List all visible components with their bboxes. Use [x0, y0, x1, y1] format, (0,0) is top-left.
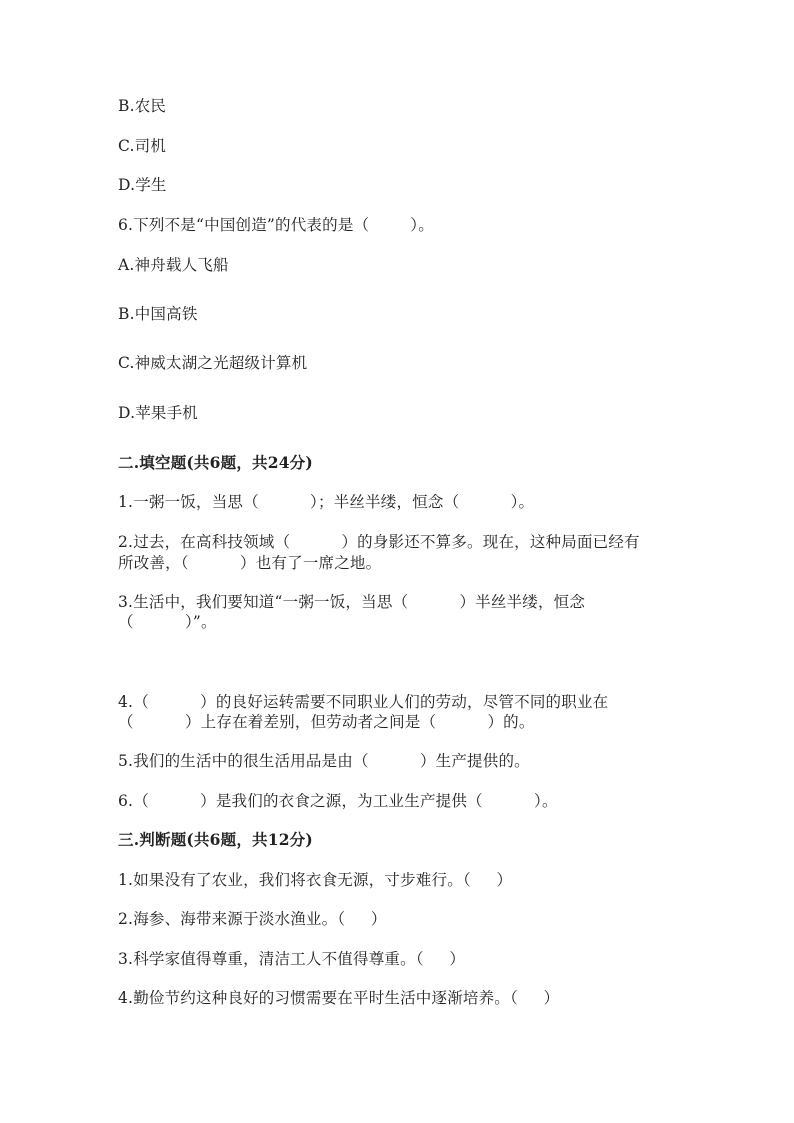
judge-question-4: 4.勤俭节约这种良好的习惯需要在平时生活中逐渐培养。（ ） [118, 989, 560, 1007]
fill-question-2-line-2: 所改善，（ ）也有了一席之地。 [118, 554, 382, 572]
section-heading-fill-in: 二.填空题(共6题，共24分) [118, 453, 313, 472]
q5-option-b: B.农民 [118, 97, 167, 115]
q6-option-a: A.神舟载人飞船 [118, 256, 229, 274]
fill-question-4-line-1: 4.（ ）的良好运转需要不同职业人们的劳动，尽管不同的职业在 [118, 693, 609, 711]
q6-option-d: D.苹果手机 [118, 404, 199, 422]
q5-option-d: D.学生 [118, 176, 167, 194]
judge-question-3: 3.科学家值得尊重，清洁工人不值得尊重。（ ） [118, 950, 466, 968]
q6-stem: 6.下列不是“中国创造”的代表的是（ ）。 [118, 216, 434, 234]
fill-question-4-line-2: （ ）上存在着差别，但劳动者之间是（ ）的。 [118, 713, 535, 731]
fill-question-2-line-1: 2.过去，在高科技领域（ ）的身影还不算多。现在，这种局面已经有 [118, 533, 640, 551]
judge-question-1: 1.如果没有了农业，我们将衣食无源，寸步难行。（ ） [118, 871, 513, 889]
fill-question-3-line-2: （ ）”。 [118, 613, 217, 631]
q6-option-b: B.中国高铁 [118, 305, 198, 323]
fill-question-6: 6.（ ）是我们的衣食之源，为工业生产提供（ ）。 [118, 792, 558, 810]
judge-question-2: 2.海参、海带来源于淡水渔业。（ ） [118, 910, 387, 928]
fill-question-3-line-1: 3.生活中，我们要知道“一粥一饭，当思（ ）半丝半缕，恒念 [118, 593, 586, 611]
fill-question-5: 5.我们的生活中的很生活用品是由（ ）生产提供的。 [118, 752, 530, 770]
q6-option-c: C.神威太湖之光超级计算机 [118, 354, 308, 372]
fill-question-1: 1.一粥一饭，当思（ ）；半丝半缕，恒念（ ）。 [118, 493, 535, 511]
q5-option-c: C.司机 [118, 137, 167, 155]
section-heading-true-false: 三.判断题(共6题，共12分) [118, 830, 313, 849]
